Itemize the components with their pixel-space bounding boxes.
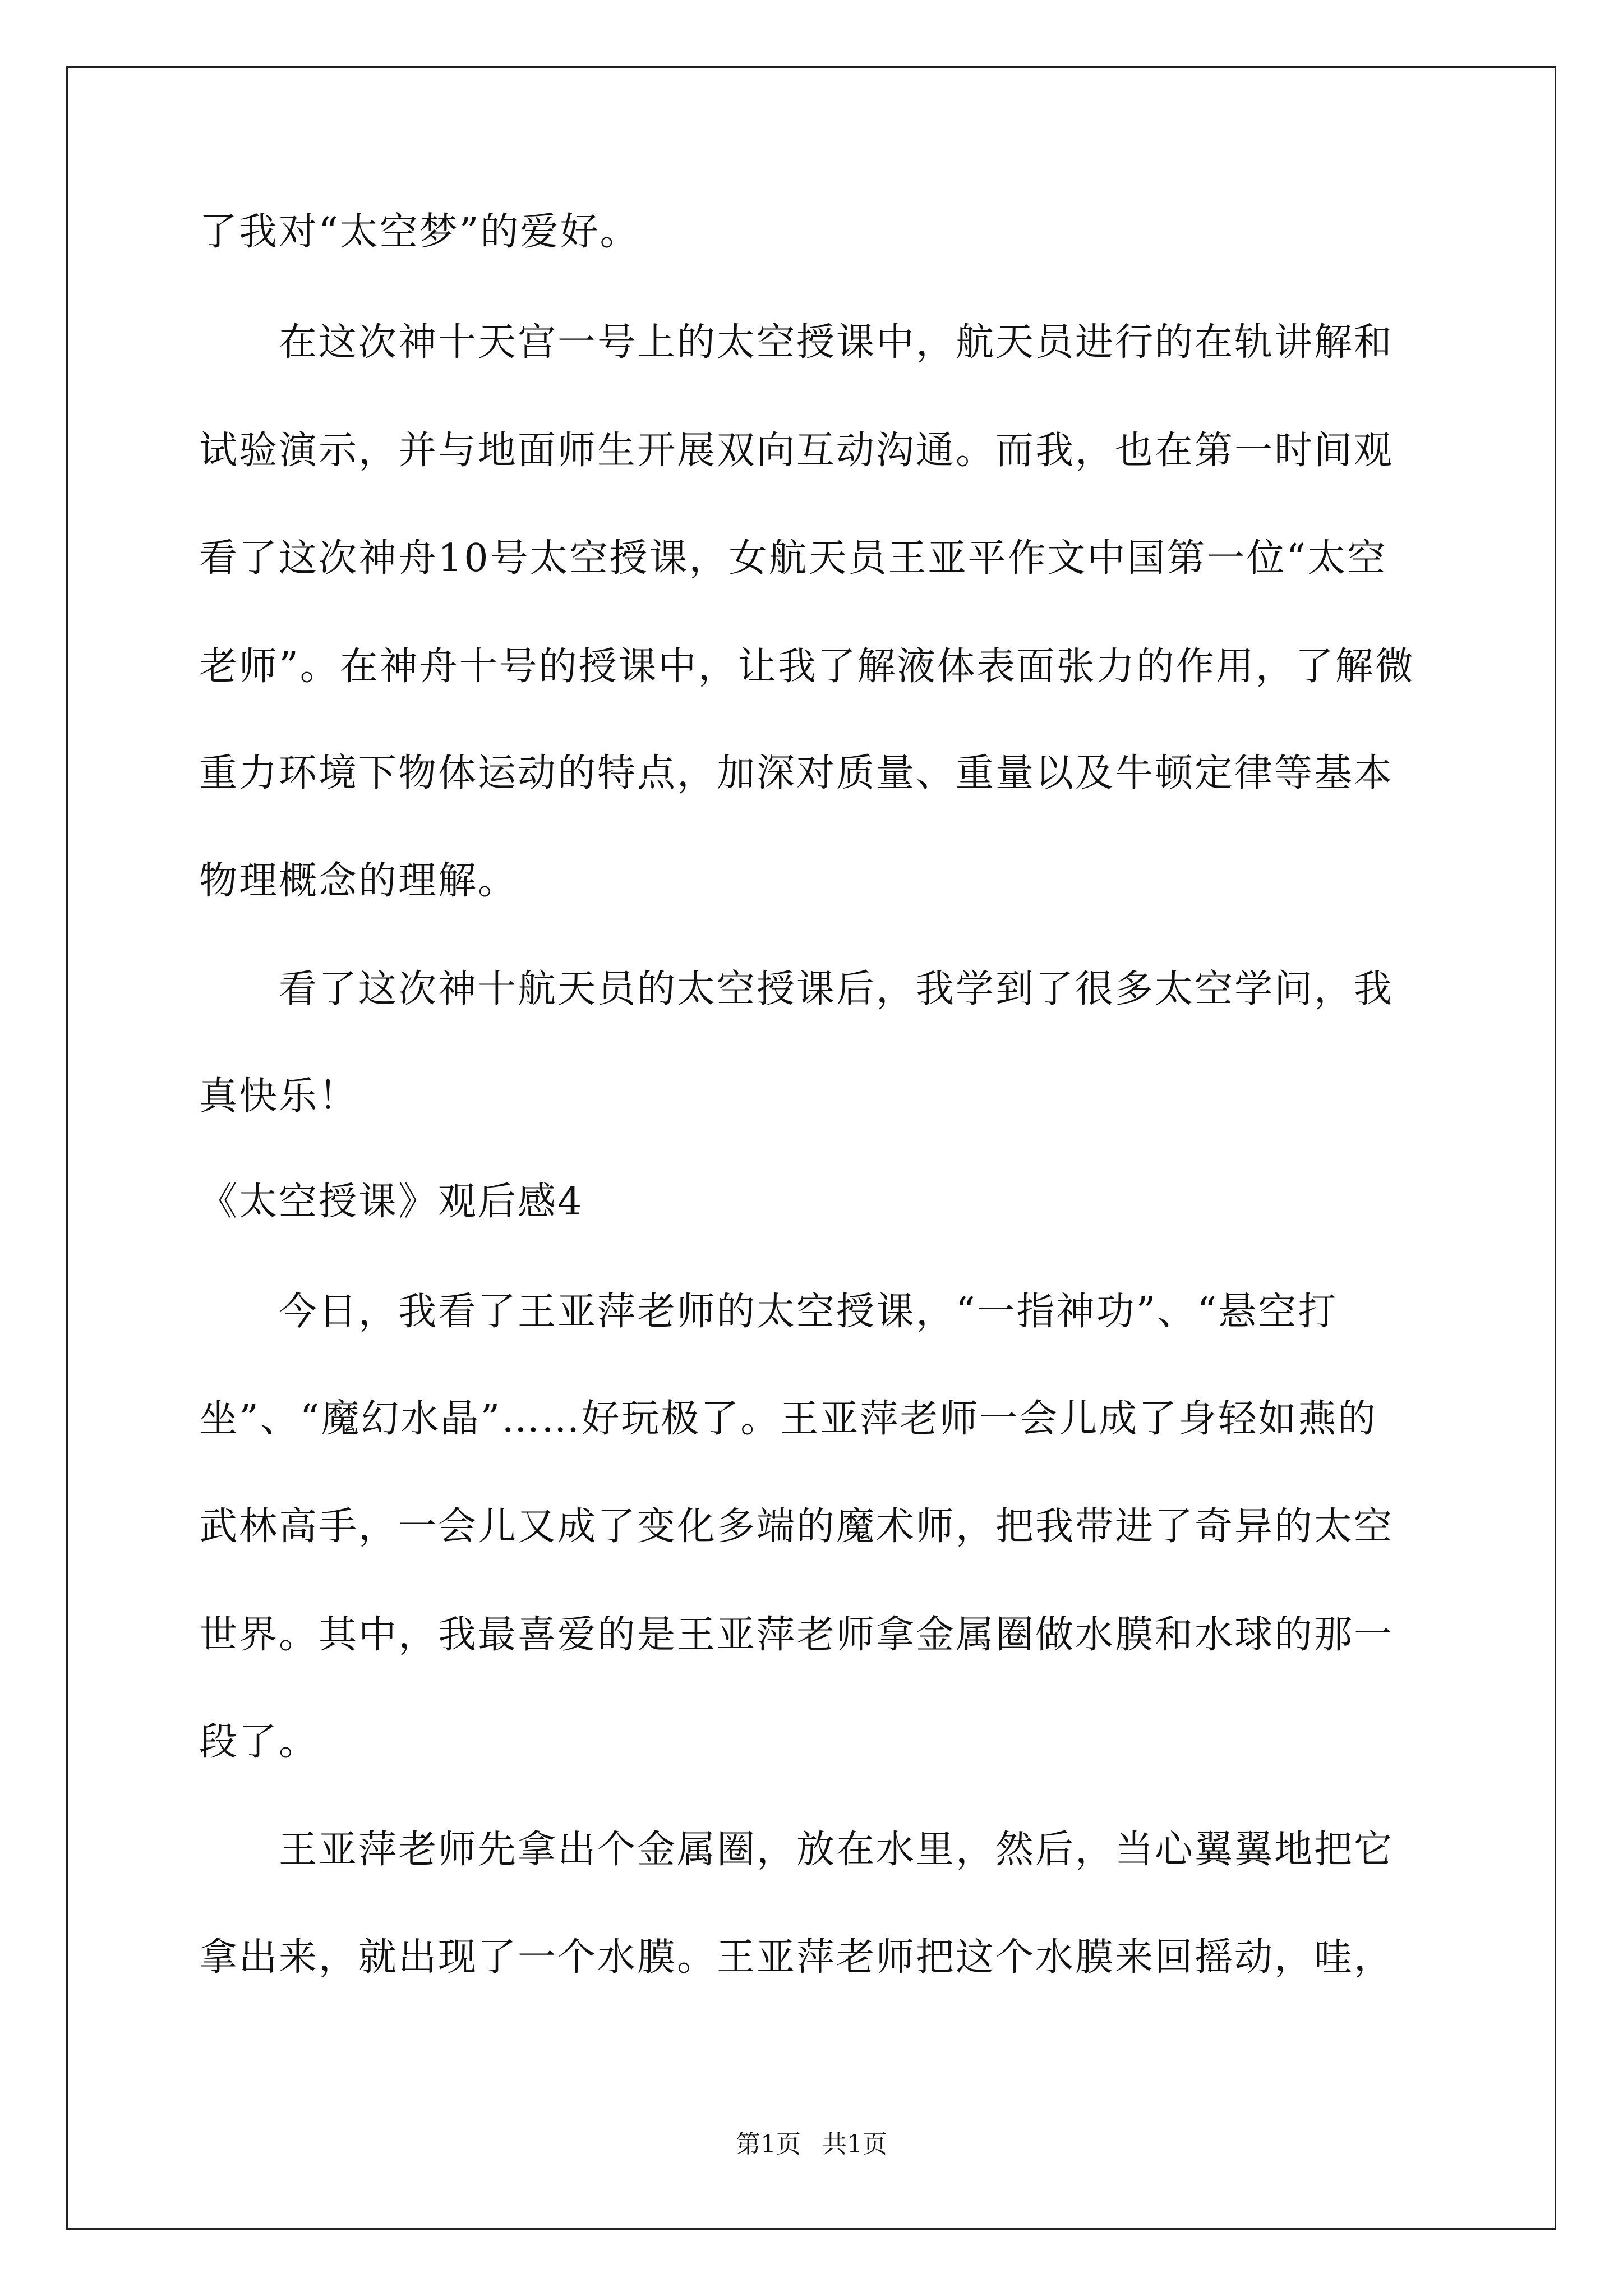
- paragraph-line-13: 武林高手，一会儿又成了变化多端的魔术师，把我带进了奇异的太空: [199, 1504, 1394, 1549]
- paragraph-line-5: 老师”。在神舟十号的授课中，让我了解液体表面张力的作用，了解微: [199, 645, 1415, 689]
- paragraph-line-8: 看了这次神十航天员的太空授课后，我学到了很多太空学问，我: [279, 967, 1394, 1011]
- page-total: 共1页: [822, 2130, 887, 2159]
- paragraph-line-15: 段了。: [199, 1720, 319, 1764]
- paragraph-line-2: 在这次神十天宫一号上的太空授课中，航天员进行的在轨讲解和: [279, 320, 1394, 365]
- paragraph-line-1: 了我对“太空梦”的爱好。: [199, 210, 640, 254]
- paragraph-line-3: 试验演示，并与地面师生开展双向互动沟通。而我，也在第一时间观: [199, 429, 1394, 473]
- page-footer: [0, 2129, 1623, 2160]
- paragraph-line-16: 王亚萍老师先拿出个金属圈，放在水里，然后，当心翼翼地把它: [279, 1828, 1394, 1872]
- paragraph-line-9: 真快乐！: [199, 1074, 359, 1119]
- page-frame: [66, 66, 1556, 2230]
- paragraph-line-12: 坐”、“魔幻水晶”……好玩极了。王亚萍老师一会儿成了身轻如燕的: [199, 1397, 1378, 1441]
- paragraph-line-7: 物理概念的理解。: [199, 859, 518, 903]
- paragraph-line-14: 世界。其中，我最喜爱的是王亚萍老师拿金属圈做水膜和水球的那一: [199, 1613, 1394, 1657]
- paragraph-line-11: 今日，我看了王亚萍老师的太空授课，“一指神功”、“悬空打: [279, 1290, 1338, 1334]
- page-number: 第1页: [736, 2130, 801, 2159]
- paragraph-line-6: 重力环境下物体运动的特点，加深对质量、重量以及牛顿定律等基本: [199, 751, 1394, 795]
- section-heading: 《太空授课》观后感4: [199, 1180, 584, 1224]
- paragraph-line-4: 看了这次神舟10号太空授课，女航天员王亚平作文中国第一位“太空: [199, 536, 1387, 581]
- paragraph-line-17: 拿出来，就出现了一个水膜。王亚萍老师把这个水膜来回摇动，哇，: [199, 1935, 1394, 1980]
